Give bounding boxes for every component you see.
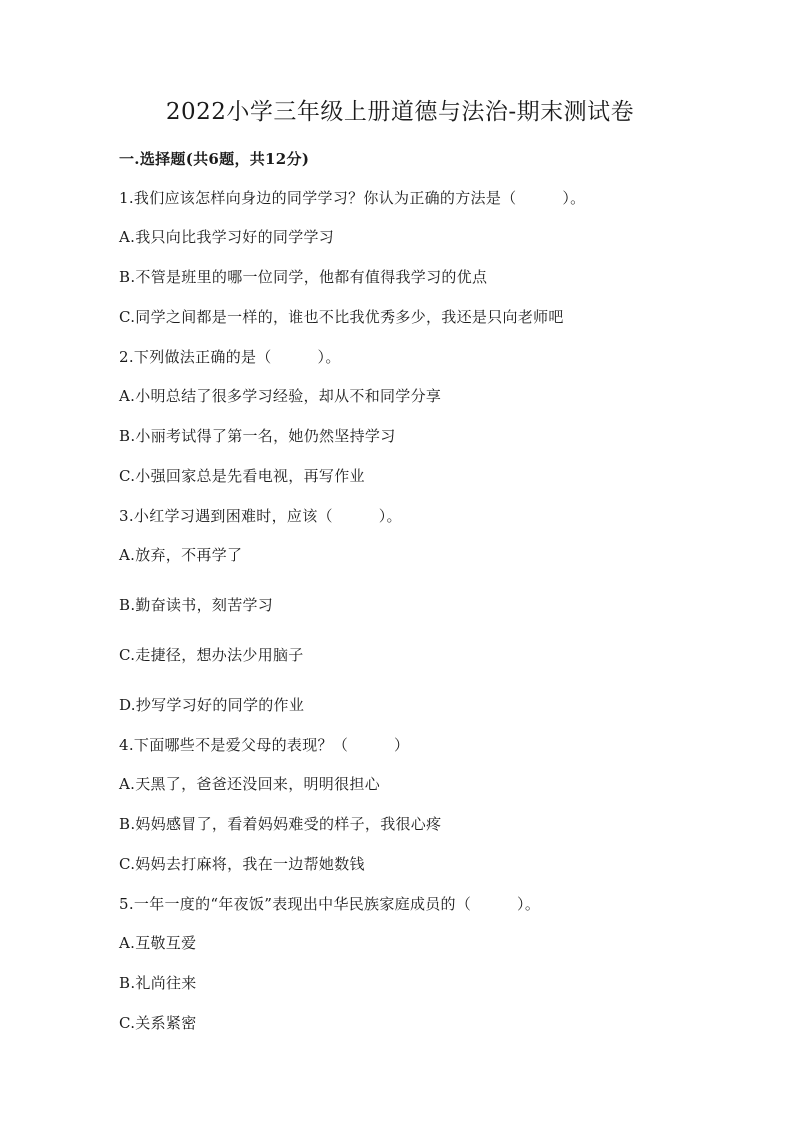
question-1-option-b: B.不管是班里的哪一位同学，他都有值得我学习的优点 xyxy=(119,268,488,286)
section-heading: 一.选择题(共6题，共12分) xyxy=(119,150,310,168)
question-5-option-a: A.互敬互爱 xyxy=(119,934,197,952)
question-3-option-b: B.勤奋读书，刻苦学习 xyxy=(119,596,274,614)
question-4-stem: 4.下面哪些不是爱父母的表现？（ ） xyxy=(119,736,410,754)
question-3-option-a: A.放弃，不再学了 xyxy=(119,546,243,564)
question-3-option-d: D.抄写学习好的同学的作业 xyxy=(119,696,305,714)
question-1-stem: 1.我们应该怎样向身边的同学学习？你认为正确的方法是（ ）。 xyxy=(119,189,586,207)
question-3-option-c: C.走捷径，想办法少用脑子 xyxy=(119,646,304,664)
question-1-option-a: A.我只向比我学习好的同学学习 xyxy=(119,228,335,246)
page-title: 2022小学三年级上册道德与法治-期末测试卷 xyxy=(165,99,635,125)
question-2-option-c: C.小强回家总是先看电视，再写作业 xyxy=(119,467,365,485)
question-2-option-a: A.小明总结了很多学习经验，却从不和同学分享 xyxy=(119,387,442,405)
question-3-stem: 3.小红学习遇到困难时，应该（ ）。 xyxy=(119,507,402,525)
question-1-option-c: C.同学之间都是一样的，谁也不比我优秀多少，我还是只向老师吧 xyxy=(119,308,564,326)
question-5-option-c: C.关系紧密 xyxy=(119,1014,197,1032)
question-5-stem: 5.一年一度的“年夜饭”表现出中华民族家庭成员的（ ）。 xyxy=(119,895,541,913)
question-2-stem: 2.下列做法正确的是（ ）。 xyxy=(119,348,341,366)
question-2-option-b: B.小丽考试得了第一名，她仍然坚持学习 xyxy=(119,427,396,445)
question-5-option-b: B.礼尚往来 xyxy=(119,974,197,992)
question-4-option-b: B.妈妈感冒了，看着妈妈难受的样子，我很心疼 xyxy=(119,815,442,833)
question-4-option-c: C.妈妈去打麻将，我在一边帮她数钱 xyxy=(119,855,365,873)
question-4-option-a: A.天黑了，爸爸还没回来，明明很担心 xyxy=(119,775,381,793)
